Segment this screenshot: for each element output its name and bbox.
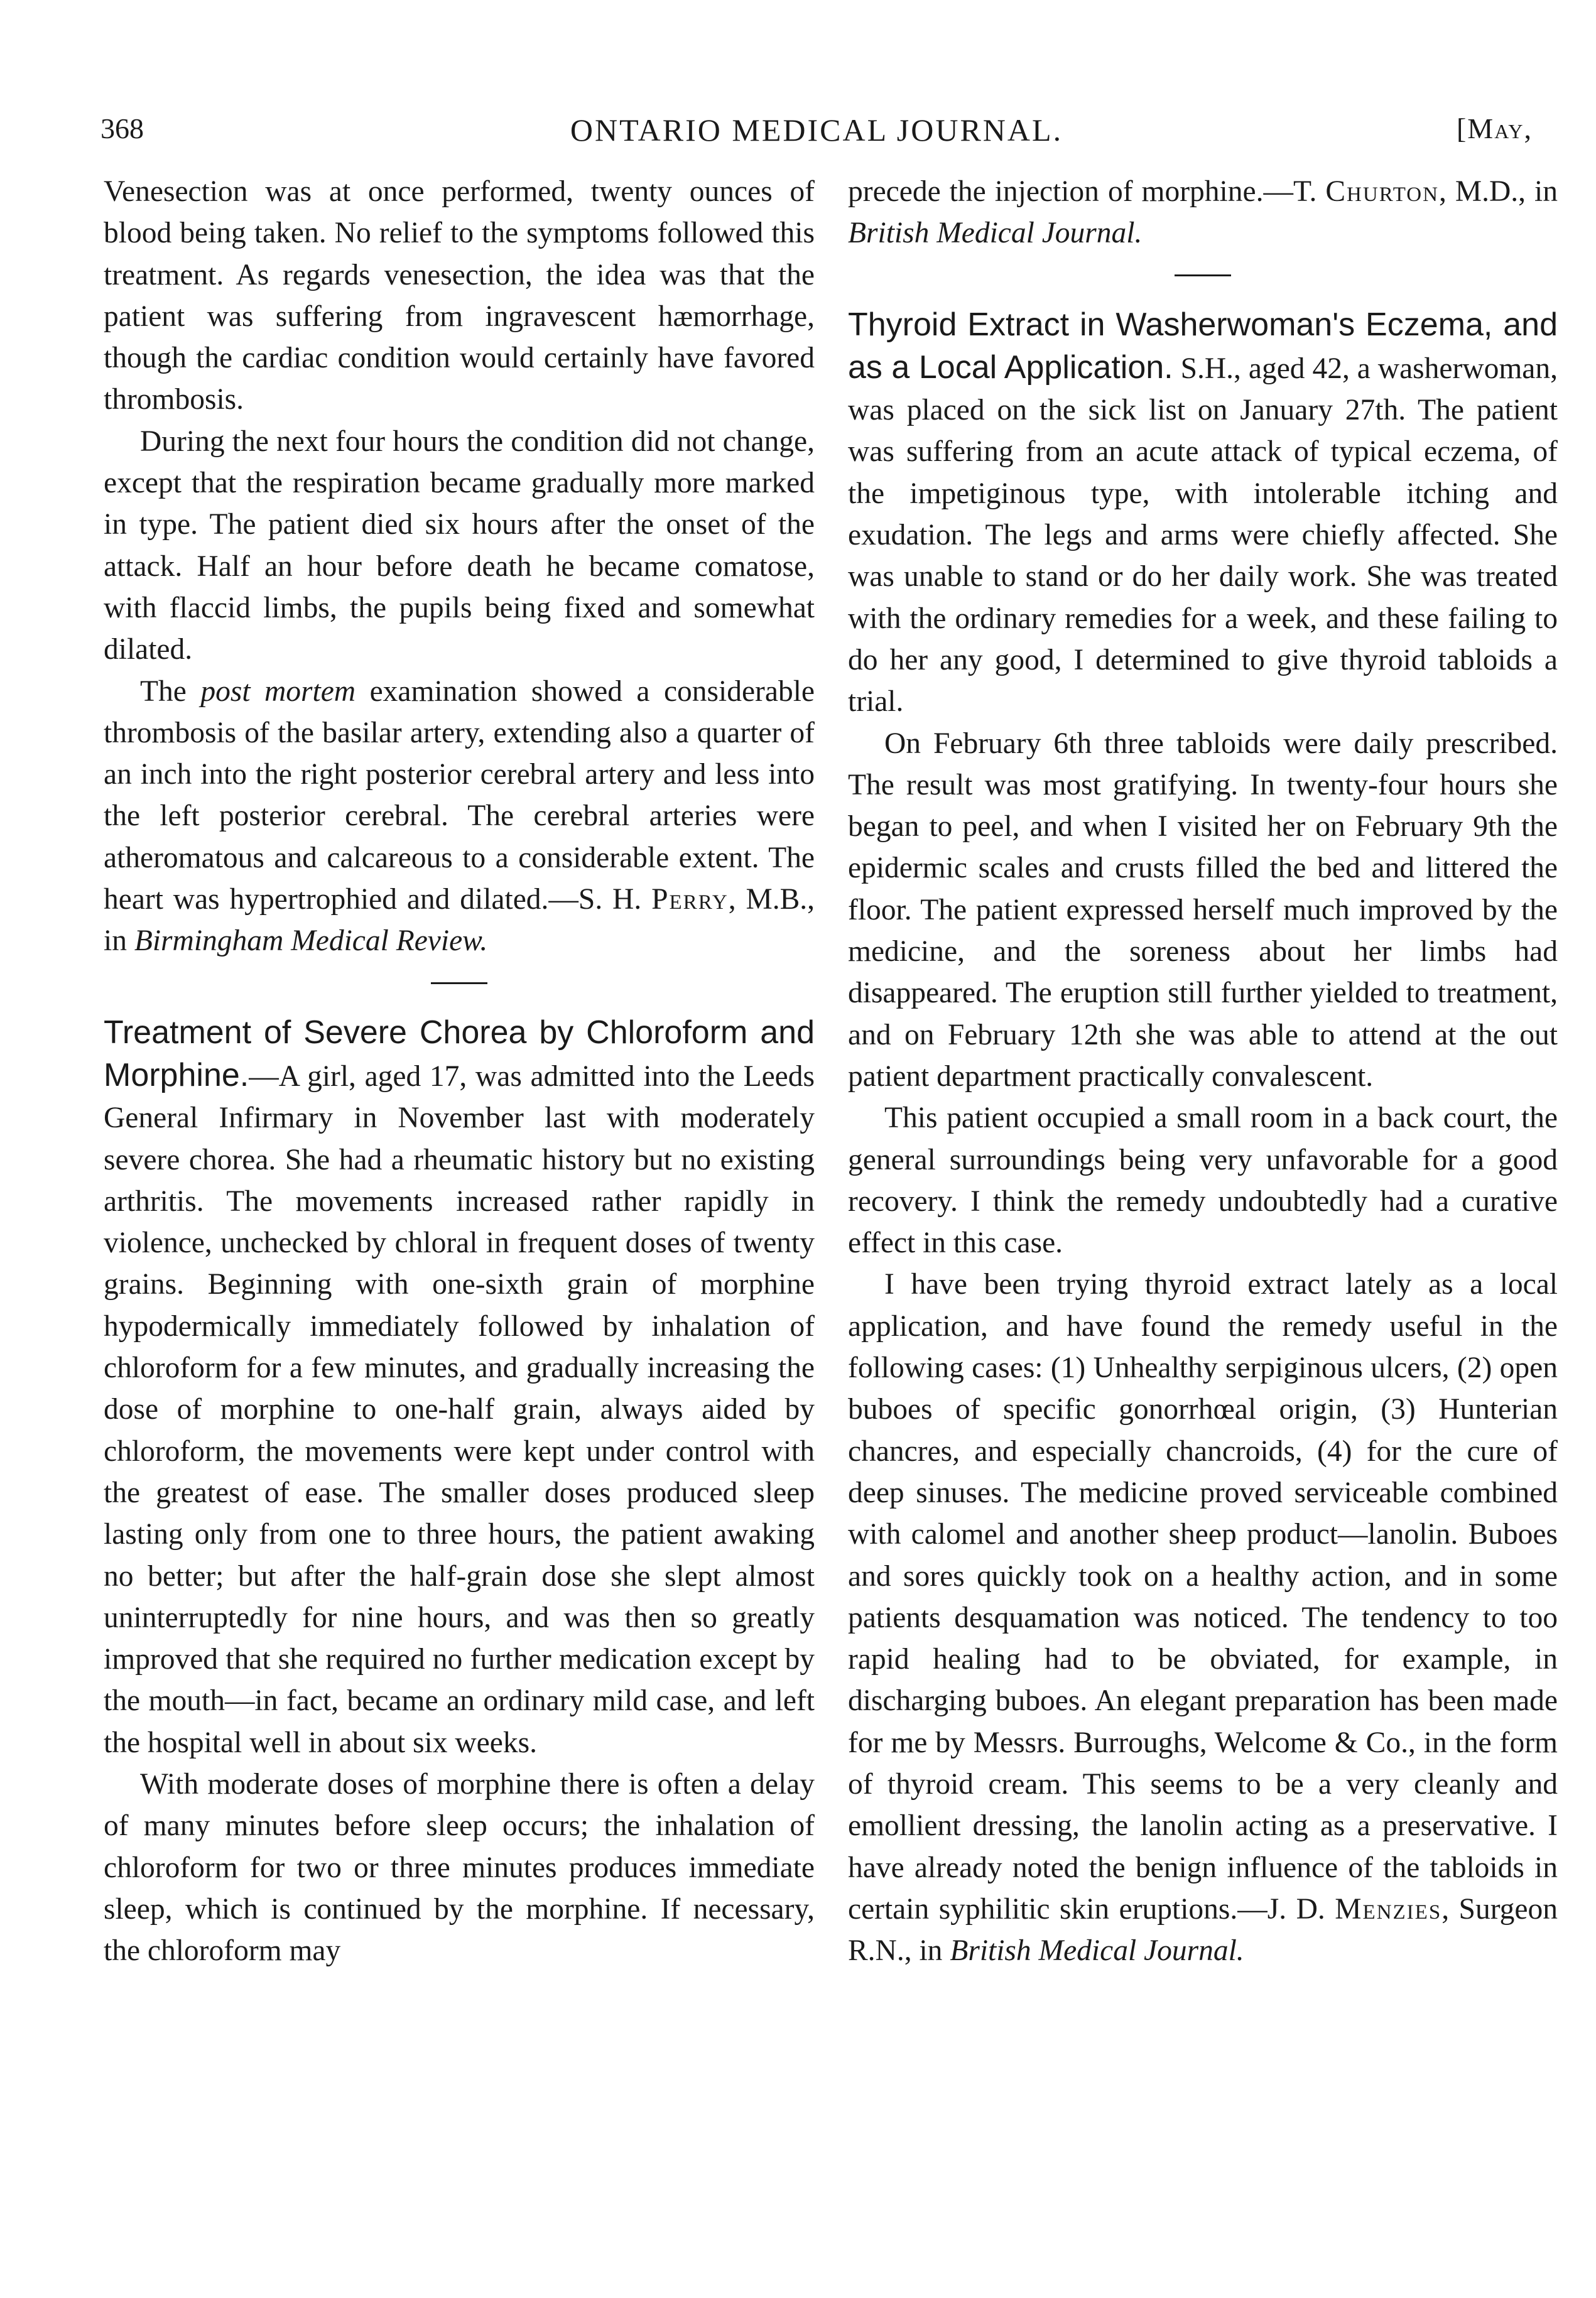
author-name: Churton <box>1325 175 1439 208</box>
author-name: Menzies <box>1335 1892 1442 1926</box>
source-title: British Medical Journal. <box>950 1934 1244 1968</box>
article-heading: Thyroid Extract in Washerwoman's Eczema, and as a Local Application. <box>848 306 1558 386</box>
paragraph: With moderate doses of morphine there is often a delay of many minutes before sleep occurs; the inhalation of chloroform for two or three minutes produces immediate sleep, which is continued by the morphine. If necessary, the chloroform may <box>104 1767 815 1968</box>
paragraph <box>848 1264 1558 1971</box>
page-header <box>100 112 1533 162</box>
page-number: 368 <box>100 112 144 144</box>
source-title: Birmingham Medical Review. <box>134 924 488 958</box>
journal-title: ONTARIO MEDICAL JOURNAL. <box>570 112 1063 148</box>
paragraph: This patient occupied a small room in a back court, the general surroundings being very unfavorable for a good recovery. I think the remedy undoubtedly had a curative effect in this case. <box>848 1102 1558 1260</box>
text-run: The <box>140 675 201 708</box>
article-paragraph <box>104 1012 815 1764</box>
text-run: examination showed a considerable thrombosis of the basilar artery, extending also a quarter of an inch into the right posterior cerebral artery and less into the left posterior cerebral. The cerebral arteries were atheromatous and calcareous to a considerable extent. The heart was hypertrophied and dilated.—S. H. <box>104 675 815 916</box>
article-paragraph <box>848 304 1558 723</box>
source-title: British Medical Journal. <box>848 217 1143 250</box>
left-column <box>104 171 815 1971</box>
paragraph: Venesection was at once performed, twenty ounces of blood being taken. No relief to the symptoms followed this treatment. As regards venesection, the idea was that the patient was suffering from ingravescent hæmorrhage, though the cardiac condition would certainly have favored thrombosis. <box>104 175 815 416</box>
latin-term: post mortem <box>200 675 356 708</box>
paragraph: During the next four hours the condition did not change, except that the respiration became gradually more marked in type. The patient died six hours after the onset of the attack. Half an hour before death he became comatose, with flaccid limbs, the pupils being fixed and somewhat dilated. <box>104 425 815 666</box>
right-column <box>848 171 1558 1971</box>
paragraph <box>104 671 815 962</box>
text-run: —A girl, aged 17, was admitted into the Leeds General Infirmary in November last with moderately severe chorea. She had a rheumatic history but no existing arthritis. The movements increased rather rapidly in violence, unchecked by chloral in frequent doses of twenty grains. Beginning with one-sixth grain of morphine hypodermically immediately followed by inhalation of chloroform for a few minutes, and gradually increasing the dose of morphine to one-half grain, always aided by chloroform, the movements were kept under control with the greatest of ease. The smaller doses produced sleep lasting only from one to three hours, the patient awaking no better; but after the half-grain dose she slept almost uninterruptedly for nine hours, and was then so greatly improved that she required no further medication except by the mouth—in fact, became an ordinary mild case, and left the hospital well in about six weeks. <box>104 1060 815 1759</box>
author-name: Perry <box>651 883 729 916</box>
text-run: , M.D., in <box>1438 175 1558 208</box>
text-run: , Surgeon R.N., in <box>848 1892 1558 1968</box>
text-run: , M.B., in <box>104 883 815 958</box>
section-divider <box>1175 274 1231 276</box>
paragraph <box>848 171 1558 254</box>
section-divider <box>431 982 487 984</box>
article-heading: Treatment of Severe Chorea by Chloroform and Morphine. <box>104 1014 815 1093</box>
text-run: precede the injection of morphine.—T. <box>848 175 1326 208</box>
paragraph: On February 6th three tabloids were daily prescribed. The result was most gratifying. In twenty-four hours she began to peel, and when I visited her on February 9th the epidermic scales and crusts filled the bed and littered the floor. The patient expressed herself much improved by the medicine, and the soreness about her limbs had disappeared. The eruption still further yielded to treatment, and on February 12th she was able to attend at the out patient department practically convalescent. <box>848 727 1558 1093</box>
text-run: I have been trying thyroid extract lately as a local application, and have found the remedy useful in the following cases: (1) Unhealthy serpiginous ulcers, (2) open buboes of specific gonorrhœal origin, (3) Hunterian chancres, and especially chancroids, (4) for the cure of deep sinuses. The medicine proved serviceable combined with calomel and another sheep product—lanolin. Buboes and sores quickly took on a healthy action, and in some patients desquamation was noticed. The tendency to too rapid healing had to be obviated, for example, in discharging buboes. An elegant preparation has been made for me by Messrs. Burroughs, Welcome & Co., in the form of thyroid cream. This seems to be a very cleanly and emollient dressing, the lanolin acting as a preservative. I have already noted the benign influence of the tabloids in certain syphilitic skin eruptions.—J. D. <box>848 1268 1558 1926</box>
text-run: S.H., aged 42, a washerwoman, was placed on the sick list on January 27th. The patient was suffering from an acute attack of typical eczema, of the impetiginous type, with intolerable itching and exudation. The legs and arms were chiefly affected. She was unable to stand or do her daily work. She was treated with the ordinary remedies for a week, and these failing to do her any good, I determined to give thyroid tabloids a trial. <box>848 352 1558 718</box>
issue-month: [May, <box>1456 112 1533 144</box>
